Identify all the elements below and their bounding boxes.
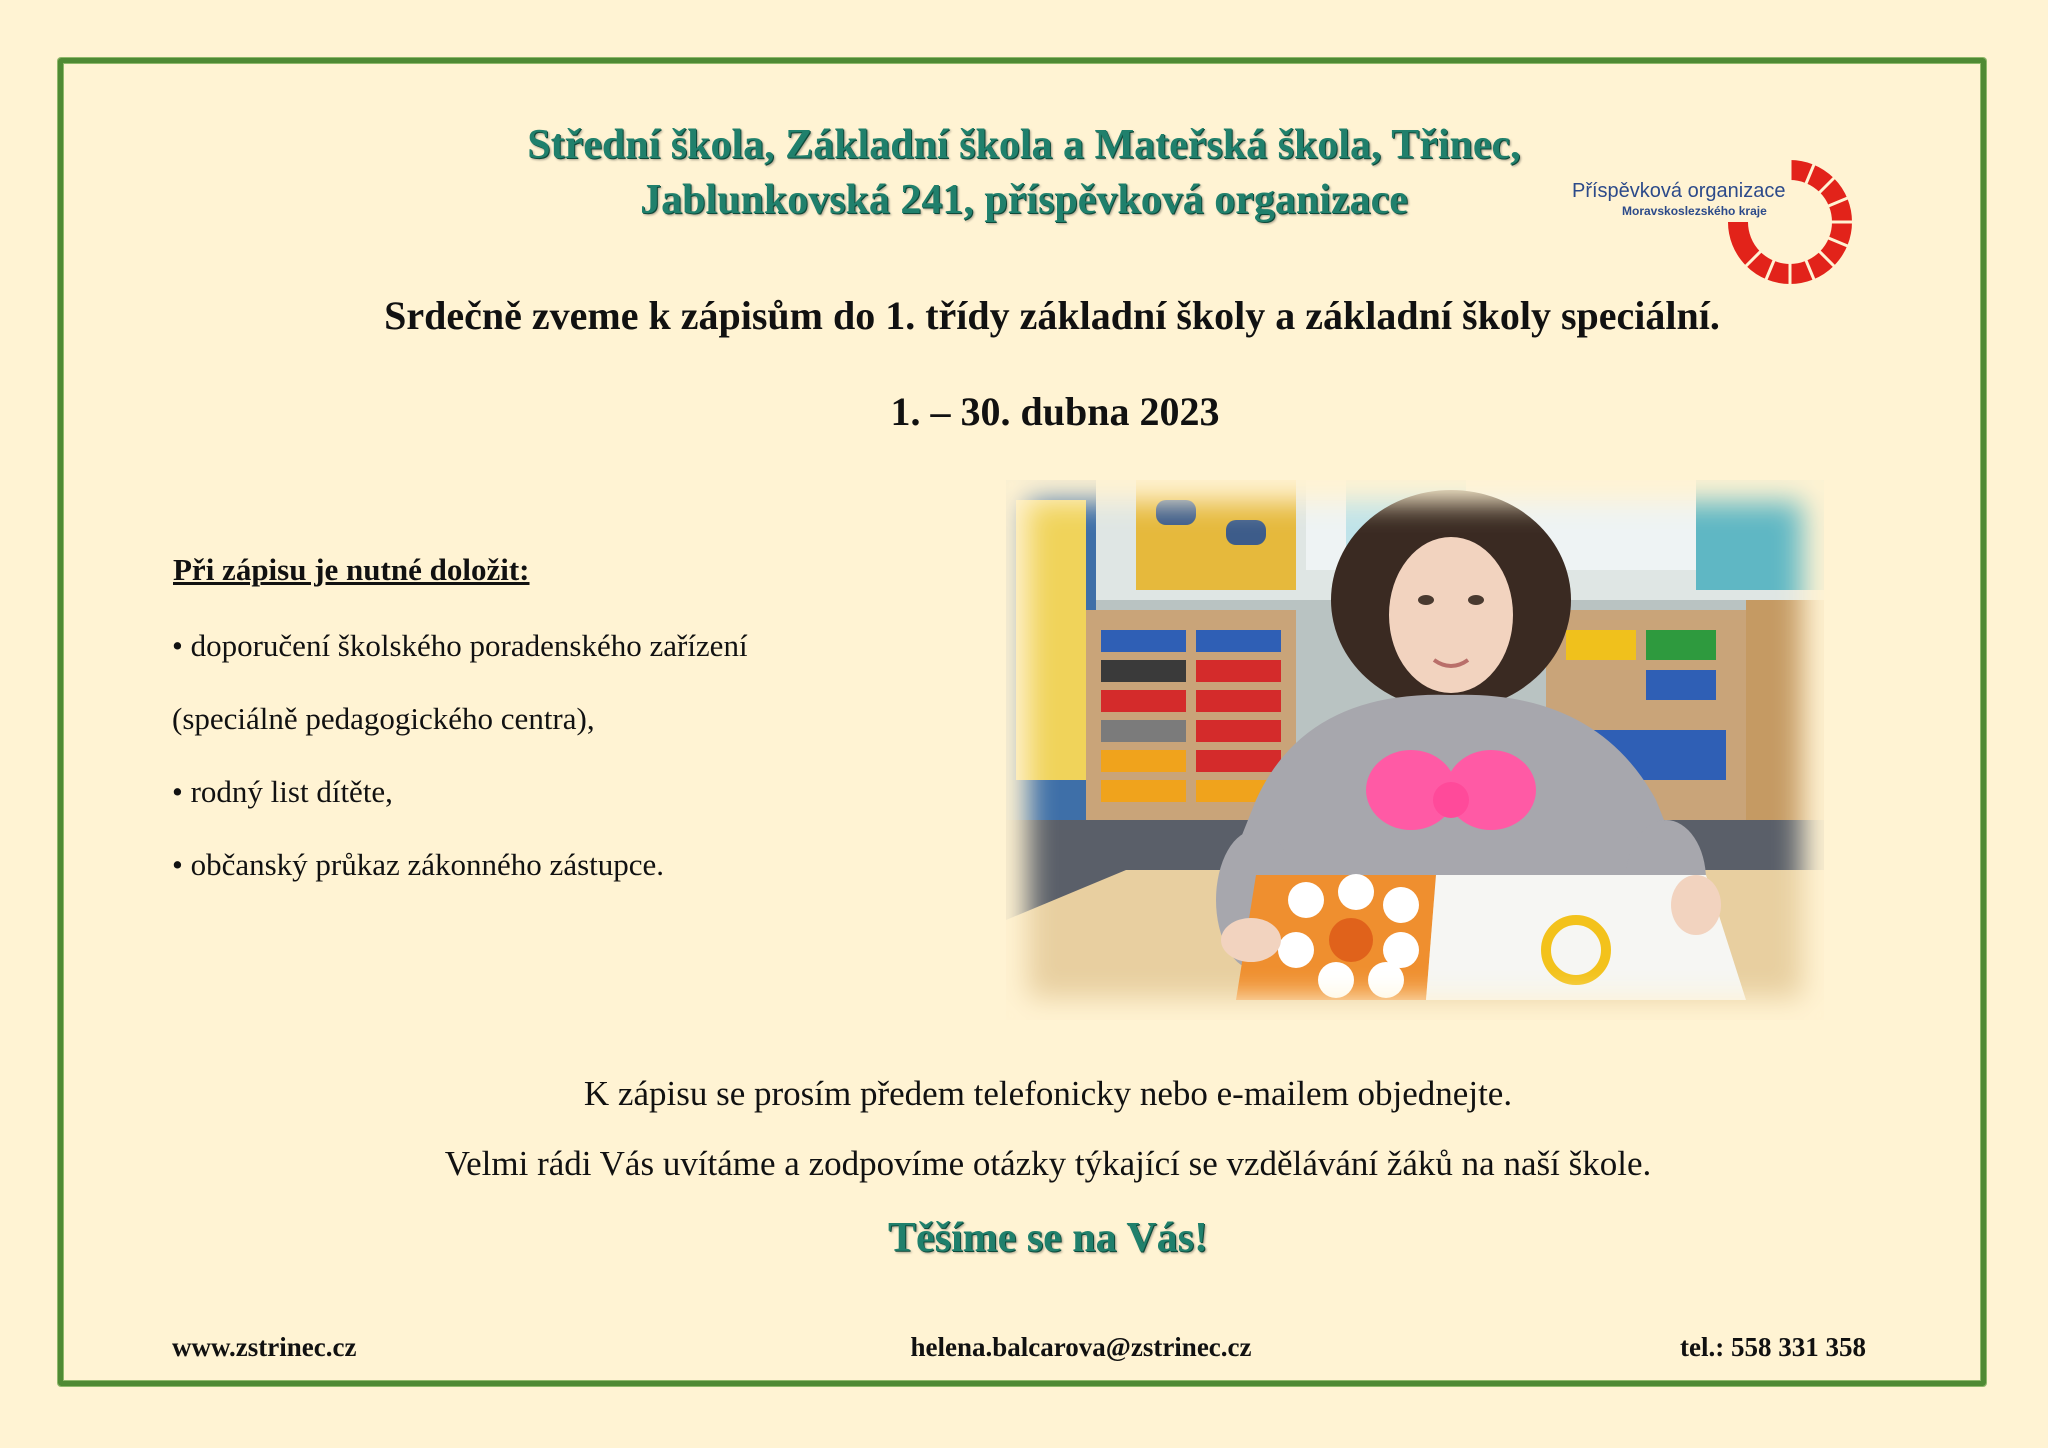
closing-greeting: Těšíme se na Vás! <box>887 1215 1209 1261</box>
footer-phone: tel.: 558 331 358 <box>1680 1332 1866 1362</box>
region-logo <box>1566 158 1866 288</box>
school-name-line1: Střední škola, Základní škola a Mateřská škola, Třinec, <box>527 122 1521 168</box>
logo-ring-icon <box>1726 158 1854 286</box>
requirements-heading: Při zápisu je nutné doložit: <box>173 552 530 587</box>
logo-text-region: Moravskoslezského kraje <box>1622 204 1767 218</box>
requirement-item: • rodný list dítěte, <box>172 774 393 809</box>
enrollment-dates: 1. – 30. dubna 2023 <box>890 389 1220 434</box>
footer-website[interactable]: www.zstrinec.cz <box>172 1332 357 1362</box>
invitation-text: Srdečně zveme k zápisům do 1. třídy základní školy a základní školy speciální. <box>384 293 1720 338</box>
welcome-note: Velmi rádi Vás uvítáme a zodpovíme otázky týkající se vzdělávání žáků na naší škole. <box>444 1144 1652 1183</box>
requirement-item: (speciálně pedagogického centra), <box>172 701 595 736</box>
booking-note: K zápisu se prosím předem telefonicky nebo e-mailem objednejte. <box>583 1074 1513 1113</box>
footer-email[interactable]: helena.balcarova@zstrinec.cz <box>910 1332 1252 1362</box>
logo-text-organization: Příspěvková organizace <box>1572 180 1786 202</box>
requirement-item: • doporučení školského poradenského zařízení <box>172 628 748 663</box>
school-name-line2: Jablunkovská 241, příspěvková organizace <box>640 177 1408 223</box>
girl-reading-photo <box>1006 480 1824 1020</box>
requirement-item: • občanský průkaz zákonného zástupce. <box>172 847 665 882</box>
